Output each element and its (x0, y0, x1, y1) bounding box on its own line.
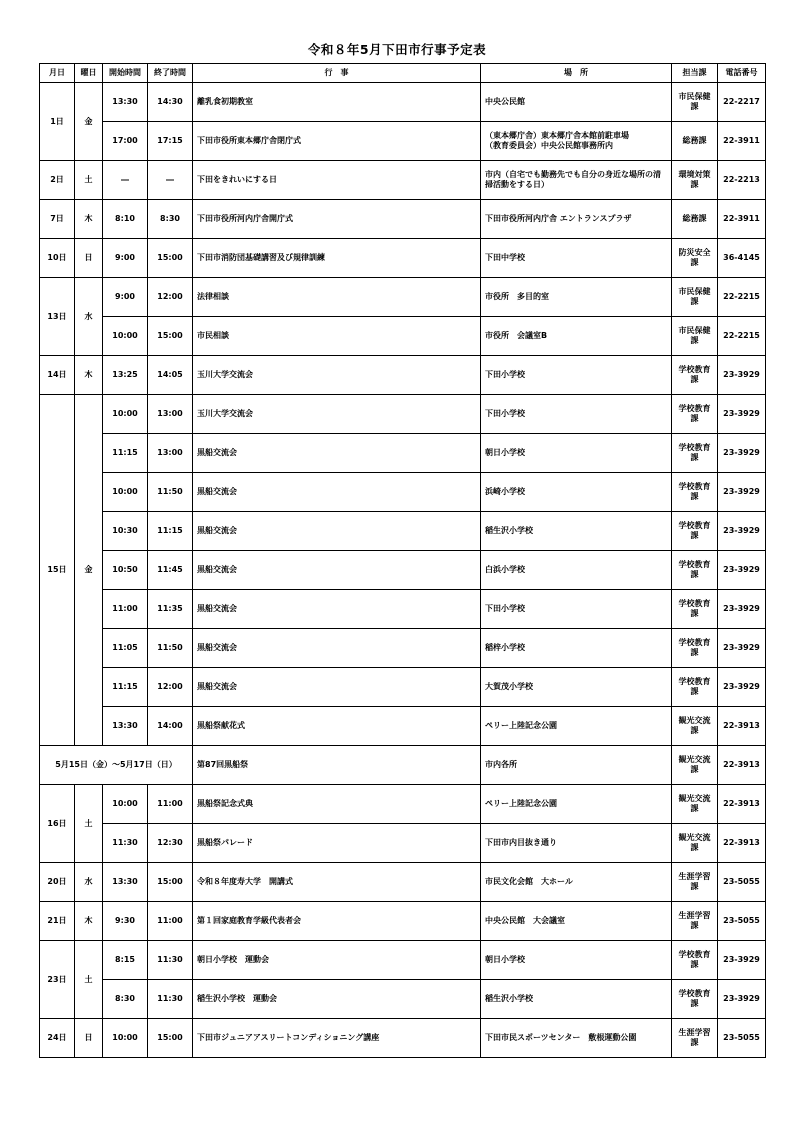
event-cell: 黒船交流会 (193, 629, 481, 668)
table-row (40, 317, 766, 356)
table-row (40, 512, 766, 551)
date-range-cell: 5月15日（金）～5月17日（日） (40, 746, 193, 785)
date-cell: 16日 (40, 785, 75, 863)
event-cell: 市民相談 (193, 317, 481, 356)
dept-cell: 市民保健課 (672, 278, 718, 317)
end-time-cell: 13:00 (148, 434, 193, 473)
date-cell: 23日 (40, 941, 75, 1019)
table-row (40, 434, 766, 473)
place-cell: 下田小学校 (481, 395, 672, 434)
header-dept: 担当課 (672, 64, 718, 83)
tel-cell: 22-2215 (718, 317, 766, 356)
tel-cell: 36-4145 (718, 239, 766, 278)
event-cell: 下田市役所東本郷庁舎閉庁式 (193, 122, 481, 161)
header-tel: 電話番号 (718, 64, 766, 83)
place-cell: 市役所 会議室B (481, 317, 672, 356)
event-cell: 黒船交流会 (193, 668, 481, 707)
event-cell: 黒船祭パレード (193, 824, 481, 863)
place-cell: 市内各所 (481, 746, 672, 785)
header-end: 終了時間 (148, 64, 193, 83)
event-cell: 下田市役所河内庁舎開庁式 (193, 200, 481, 239)
dept-cell: 学校教育課 (672, 980, 718, 1019)
table-row (40, 473, 766, 512)
table-row (40, 278, 766, 317)
event-cell: 黒船祭記念式典 (193, 785, 481, 824)
event-cell: 第87回黒船祭 (193, 746, 481, 785)
start-time-cell: 11:05 (103, 629, 148, 668)
header-start: 開始時間 (103, 64, 148, 83)
weekday-cell: 木 (75, 902, 103, 941)
table-row (40, 902, 766, 941)
date-cell: 2日 (40, 161, 75, 200)
weekday-cell: 木 (75, 200, 103, 239)
start-time-cell: 11:15 (103, 434, 148, 473)
event-cell: 黒船交流会 (193, 434, 481, 473)
table-row (40, 746, 766, 785)
end-time-cell: 13:00 (148, 395, 193, 434)
tel-cell: 23-3929 (718, 551, 766, 590)
start-time-cell: 11:00 (103, 590, 148, 629)
weekday-cell: 金 (75, 83, 103, 161)
place-cell: 白浜小学校 (481, 551, 672, 590)
place-cell: 浜崎小学校 (481, 473, 672, 512)
tel-cell: 23-3929 (718, 941, 766, 980)
start-time-cell: 10:00 (103, 785, 148, 824)
tel-cell: 23-3929 (718, 356, 766, 395)
date-cell: 1日 (40, 83, 75, 161)
place-cell: （東本郷庁舎）東本郷庁舎本館前駐車場 （教育委員会）中央公民館事務所内 (481, 122, 672, 161)
table-row (40, 239, 766, 278)
weekday-cell: 水 (75, 278, 103, 356)
end-time-cell: 14:30 (148, 83, 193, 122)
tel-cell: 22-3913 (718, 785, 766, 824)
event-cell: 稲生沢小学校 運動会 (193, 980, 481, 1019)
start-time-cell: ― (103, 161, 148, 200)
weekday-cell: 日 (75, 239, 103, 278)
place-cell: ペリー上陸記念公園 (481, 785, 672, 824)
tel-cell: 23-3929 (718, 473, 766, 512)
table-row (40, 824, 766, 863)
end-time-cell: 17:15 (148, 122, 193, 161)
dept-cell: 生涯学習課 (672, 902, 718, 941)
date-cell: 13日 (40, 278, 75, 356)
dept-cell: 市民保健課 (672, 317, 718, 356)
table-row (40, 785, 766, 824)
tel-cell: 23-3929 (718, 980, 766, 1019)
end-time-cell: 11:00 (148, 785, 193, 824)
dept-cell: 観光交流課 (672, 707, 718, 746)
start-time-cell: 10:00 (103, 395, 148, 434)
event-cell: 離乳食初期教室 (193, 83, 481, 122)
weekday-cell: 日 (75, 1019, 103, 1058)
end-time-cell: 15:00 (148, 239, 193, 278)
event-cell: 黒船交流会 (193, 473, 481, 512)
place-cell: 稲生沢小学校 (481, 980, 672, 1019)
tel-cell: 23-5055 (718, 902, 766, 941)
event-cell: 下田市消防団基礎講習及び規律訓練 (193, 239, 481, 278)
table-row (40, 629, 766, 668)
event-cell: 第１回家庭教育学級代表者会 (193, 902, 481, 941)
start-time-cell: 13:25 (103, 356, 148, 395)
end-time-cell: 15:00 (148, 317, 193, 356)
table-row (40, 356, 766, 395)
tel-cell: 22-2215 (718, 278, 766, 317)
dept-cell: 学校教育課 (672, 551, 718, 590)
place-cell: 中央公民館 (481, 83, 672, 122)
tel-cell: 22-3913 (718, 746, 766, 785)
weekday-cell: 土 (75, 941, 103, 1019)
tel-cell: 22-3911 (718, 122, 766, 161)
table-row (40, 590, 766, 629)
dept-cell: 学校教育課 (672, 590, 718, 629)
event-cell: 下田市ジュニアアスリートコンディショニング講座 (193, 1019, 481, 1058)
table-row (40, 980, 766, 1019)
header-date: 月日 (40, 64, 75, 83)
place-cell: 稲生沢小学校 (481, 512, 672, 551)
tel-cell: 22-3911 (718, 200, 766, 239)
place-cell: 下田中学校 (481, 239, 672, 278)
dept-cell: 学校教育課 (672, 356, 718, 395)
weekday-cell: 木 (75, 356, 103, 395)
dept-cell: 観光交流課 (672, 824, 718, 863)
end-time-cell: 12:00 (148, 668, 193, 707)
end-time-cell: 11:50 (148, 629, 193, 668)
place-cell: 稲梓小学校 (481, 629, 672, 668)
place-cell: 朝日小学校 (481, 434, 672, 473)
event-cell: 黒船交流会 (193, 512, 481, 551)
event-cell: 黒船祭献花式 (193, 707, 481, 746)
end-time-cell: 12:30 (148, 824, 193, 863)
end-time-cell: 11:50 (148, 473, 193, 512)
start-time-cell: 8:10 (103, 200, 148, 239)
event-cell: 令和８年度寿大学 開講式 (193, 863, 481, 902)
place-cell: 市役所 多目的室 (481, 278, 672, 317)
dept-cell: 市民保健課 (672, 83, 718, 122)
place-cell: 下田市内目抜き通り (481, 824, 672, 863)
schedule-body (40, 83, 766, 1058)
dept-cell: 生涯学習課 (672, 863, 718, 902)
table-row (40, 83, 766, 122)
tel-cell: 23-3929 (718, 629, 766, 668)
end-time-cell: 14:00 (148, 707, 193, 746)
dept-cell: 総務課 (672, 200, 718, 239)
start-time-cell: 10:00 (103, 1019, 148, 1058)
weekday-cell: 土 (75, 161, 103, 200)
table-row (40, 122, 766, 161)
schedule-table (39, 63, 766, 1058)
end-time-cell: 11:35 (148, 590, 193, 629)
dept-cell: 学校教育課 (672, 434, 718, 473)
dept-cell: 学校教育課 (672, 395, 718, 434)
end-time-cell: 11:45 (148, 551, 193, 590)
place-cell: 下田小学校 (481, 590, 672, 629)
date-cell: 21日 (40, 902, 75, 941)
table-row (40, 161, 766, 200)
end-time-cell: ― (148, 161, 193, 200)
date-cell: 7日 (40, 200, 75, 239)
tel-cell: 22-3913 (718, 707, 766, 746)
tel-cell: 23-3929 (718, 590, 766, 629)
table-row (40, 200, 766, 239)
end-time-cell: 12:00 (148, 278, 193, 317)
dept-cell: 学校教育課 (672, 473, 718, 512)
tel-cell: 22-3913 (718, 824, 766, 863)
tel-cell: 22-2213 (718, 161, 766, 200)
start-time-cell: 9:00 (103, 239, 148, 278)
tel-cell: 23-3929 (718, 668, 766, 707)
end-time-cell: 14:05 (148, 356, 193, 395)
table-row (40, 395, 766, 434)
dept-cell: 生涯学習課 (672, 1019, 718, 1058)
dept-cell: 学校教育課 (672, 629, 718, 668)
dept-cell: 環境対策課 (672, 161, 718, 200)
tel-cell: 23-5055 (718, 1019, 766, 1058)
dept-cell: 観光交流課 (672, 785, 718, 824)
place-cell: 市民文化会館 大ホール (481, 863, 672, 902)
dept-cell: 総務課 (672, 122, 718, 161)
table-row (40, 668, 766, 707)
start-time-cell: 9:00 (103, 278, 148, 317)
start-time-cell: 11:15 (103, 668, 148, 707)
start-time-cell: 13:30 (103, 707, 148, 746)
date-cell: 20日 (40, 863, 75, 902)
header-weekday: 曜日 (75, 64, 103, 83)
table-row (40, 1019, 766, 1058)
tel-cell: 23-3929 (718, 512, 766, 551)
start-time-cell: 17:00 (103, 122, 148, 161)
dept-cell: 防災安全課 (672, 239, 718, 278)
start-time-cell: 13:30 (103, 83, 148, 122)
header-place: 場 所 (481, 64, 672, 83)
table-row (40, 551, 766, 590)
dept-cell: 学校教育課 (672, 512, 718, 551)
end-time-cell: 15:00 (148, 863, 193, 902)
dept-cell: 学校教育課 (672, 941, 718, 980)
date-cell: 15日 (40, 395, 75, 746)
event-cell: 玉川大学交流会 (193, 395, 481, 434)
header-row (40, 64, 766, 83)
start-time-cell: 13:30 (103, 863, 148, 902)
end-time-cell: 11:30 (148, 980, 193, 1019)
start-time-cell: 8:30 (103, 980, 148, 1019)
start-time-cell: 10:30 (103, 512, 148, 551)
event-cell: 朝日小学校 運動会 (193, 941, 481, 980)
header-event: 行 事 (193, 64, 481, 83)
start-time-cell: 10:00 (103, 317, 148, 356)
place-cell: 市内（自宅でも勤務先でも自分の身近な場所の清掃活動をする日） (481, 161, 672, 200)
table-row (40, 707, 766, 746)
place-cell: 大賀茂小学校 (481, 668, 672, 707)
tel-cell: 22-2217 (718, 83, 766, 122)
end-time-cell: 11:00 (148, 902, 193, 941)
weekday-cell: 金 (75, 395, 103, 746)
start-time-cell: 8:15 (103, 941, 148, 980)
dept-cell: 観光交流課 (672, 746, 718, 785)
event-cell: 玉川大学交流会 (193, 356, 481, 395)
start-time-cell: 11:30 (103, 824, 148, 863)
place-cell: 下田小学校 (481, 356, 672, 395)
end-time-cell: 15:00 (148, 1019, 193, 1058)
tel-cell: 23-5055 (718, 863, 766, 902)
place-cell: ペリー上陸記念公園 (481, 707, 672, 746)
end-time-cell: 11:15 (148, 512, 193, 551)
place-cell: 下田市役所河内庁舎 エントランスプラザ (481, 200, 672, 239)
place-cell: 朝日小学校 (481, 941, 672, 980)
date-cell: 24日 (40, 1019, 75, 1058)
event-cell: 黒船交流会 (193, 551, 481, 590)
start-time-cell: 10:50 (103, 551, 148, 590)
page-title: 令和８年5月下田市行事予定表 (307, 42, 487, 57)
table-row (40, 941, 766, 980)
date-cell: 10日 (40, 239, 75, 278)
start-time-cell: 10:00 (103, 473, 148, 512)
place-cell: 中央公民館 大会議室 (481, 902, 672, 941)
end-time-cell: 11:30 (148, 941, 193, 980)
dept-cell: 学校教育課 (672, 668, 718, 707)
start-time-cell: 9:30 (103, 902, 148, 941)
table-row (40, 863, 766, 902)
weekday-cell: 水 (75, 863, 103, 902)
place-cell: 下田市民スポーツセンター 敷根運動公園 (481, 1019, 672, 1058)
weekday-cell: 土 (75, 785, 103, 863)
event-cell: 黒船交流会 (193, 590, 481, 629)
tel-cell: 23-3929 (718, 395, 766, 434)
tel-cell: 23-3929 (718, 434, 766, 473)
event-cell: 下田をきれいにする日 (193, 161, 481, 200)
event-cell: 法律相談 (193, 278, 481, 317)
date-cell: 14日 (40, 356, 75, 395)
end-time-cell: 8:30 (148, 200, 193, 239)
